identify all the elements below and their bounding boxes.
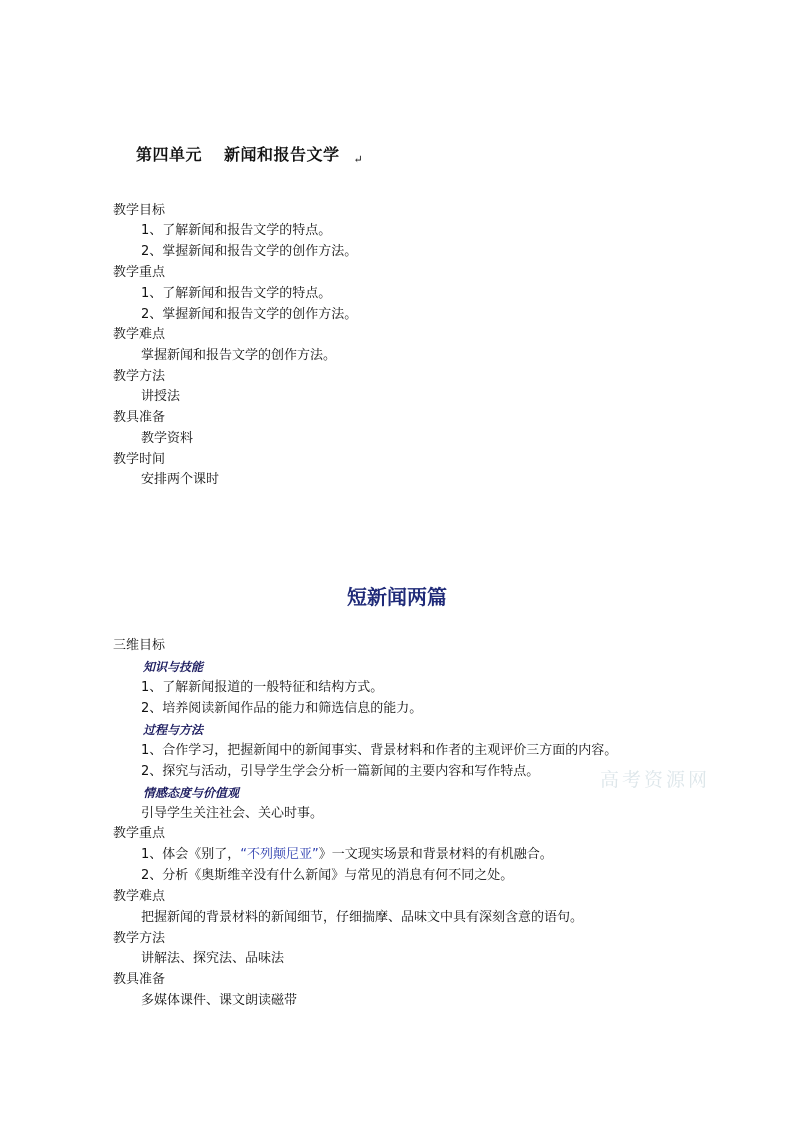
list-item: 2、掌握新闻和报告文学的创作方法。 <box>141 244 358 259</box>
list-item: 教学资料 <box>141 431 194 446</box>
list-item: 2、探究与活动，引导学生学会分析一篇新闻的主要内容和写作特点。 <box>141 764 540 779</box>
section-heading: 教学方法 <box>113 369 166 384</box>
list-item <box>141 846 553 864</box>
lesson-title: 短新闻两篇 <box>347 585 447 609</box>
highlighted-title: “不列颠尼亚” <box>240 847 319 862</box>
list-item: 2、掌握新闻和报告文学的创作方法。 <box>141 307 358 322</box>
list-item: 把握新闻的背景材料的新闻细节，仔细揣摩、品味文中具有深刻含意的语句。 <box>141 910 584 925</box>
paragraph-return-mark: ↵ <box>353 153 364 166</box>
section-heading: 教学难点 <box>113 327 166 342</box>
unit-title <box>136 142 363 165</box>
subheading-emotion: 情感态度与价值观 <box>143 786 240 800</box>
list-item: 1、了解新闻和报告文学的特点。 <box>141 286 332 301</box>
list-item: 安排两个课时 <box>141 472 220 487</box>
section-heading: 教具准备 <box>113 972 166 987</box>
list-item: 讲解法、探究法、品味法 <box>141 951 285 966</box>
key-item1-suffix: 》一文现实场景和背景材料的有机融合。 <box>318 847 553 862</box>
section-heading: 教学难点 <box>113 889 166 904</box>
key-item1-prefix: 1、体会《别了， <box>141 847 241 862</box>
watermark: 高考资源网 <box>600 769 711 791</box>
section-heading: 教学重点 <box>113 265 166 280</box>
list-item: 2、培养阅读新闻作品的能力和筛选信息的能力。 <box>141 701 423 716</box>
list-item: 讲授法 <box>141 389 181 404</box>
section-heading: 教学方法 <box>113 931 166 946</box>
subheading-process: 过程与方法 <box>143 723 204 737</box>
list-item: 多媒体课件、课文朗读磁带 <box>141 993 298 1008</box>
list-item: 2、分析《奥斯维辛没有什么新闻》与常见的消息有何不同之处。 <box>141 868 514 883</box>
subheading-knowledge: 知识与技能 <box>143 660 204 674</box>
list-item: 引导学生关注社会、关心时事。 <box>141 806 324 821</box>
section-heading: 教学时间 <box>113 452 166 467</box>
unit-label: 第四单元 <box>136 145 203 164</box>
section-heading: 三维目标 <box>113 638 166 653</box>
list-item: 1、合作学习，把握新闻中的新闻事实、背景材料和作者的主观评价三方面的内容。 <box>141 743 618 758</box>
list-item: 1、了解新闻和报告文学的特点。 <box>141 223 332 238</box>
list-item: 掌握新闻和报告文学的创作方法。 <box>141 348 337 363</box>
section-heading: 教学重点 <box>113 826 166 841</box>
unit-name: 新闻和报告文学 <box>224 145 340 164</box>
section-heading: 教具准备 <box>113 410 166 425</box>
list-item: 1、了解新闻报道的一般特征和结构方式。 <box>141 680 384 695</box>
section-heading: 教学目标 <box>113 203 166 218</box>
